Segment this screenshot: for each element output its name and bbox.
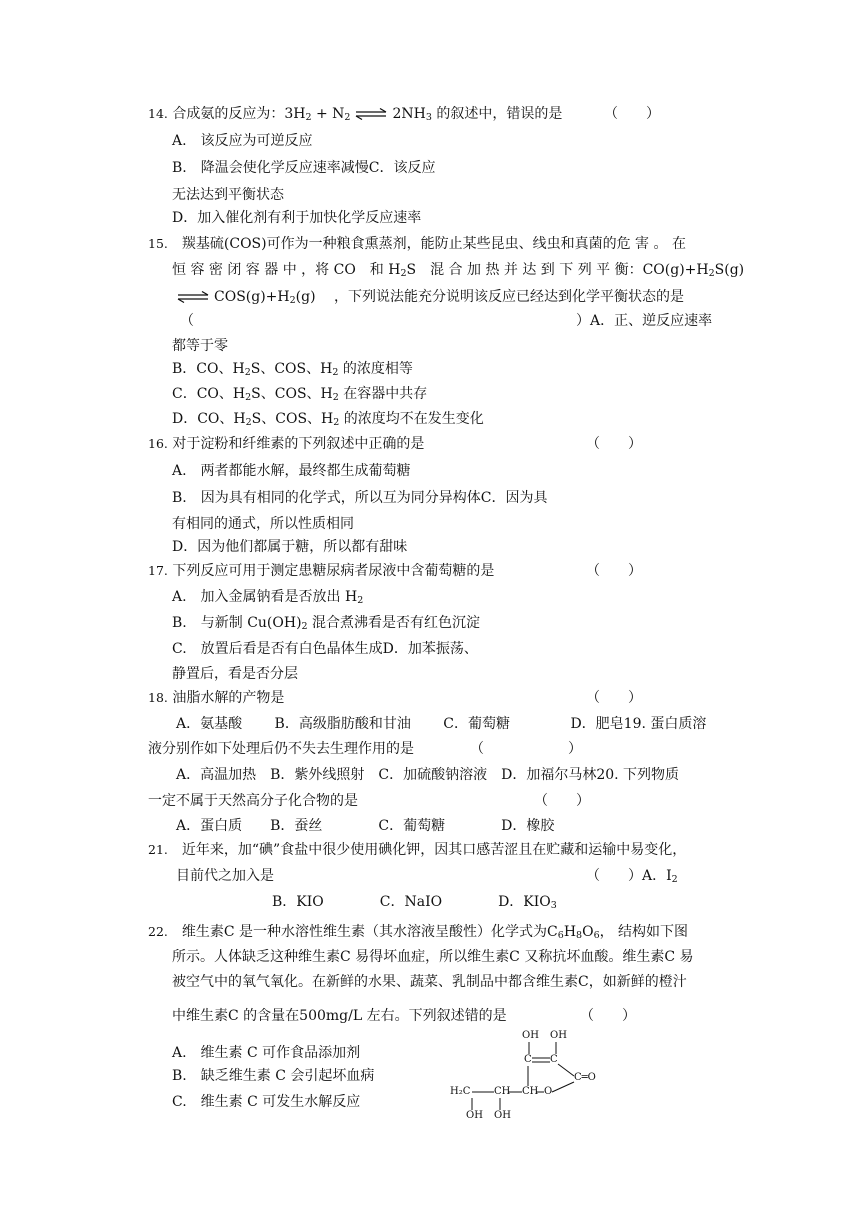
question-19-stem: 液分别作如下处理后仍不失去生理作用的是 bbox=[148, 741, 414, 757]
question-15-line3: $COS(g)+H_2(g)$ ，下列说法能充分说明该反应已经达到化学平衡状态的是 bbox=[172, 287, 684, 311]
question-14-stem: 14. 合成氨的反应为：$3H_2 + N_2$ $2NH_3$ 的叙述中，错误的是 bbox=[148, 106, 563, 123]
option-a: A. 两者都能水解，最终都生成葡萄糖 bbox=[172, 463, 411, 479]
vitamin-c-structure bbox=[446, 1030, 622, 1130]
option-b: B. 因为具有相同的化学式，所以互为同分异构体C．因为具 bbox=[172, 490, 548, 506]
h2c-label: H₂C bbox=[450, 1086, 471, 1097]
structure-bonds bbox=[446, 1030, 622, 1130]
ring-oxygen-label: O bbox=[544, 1086, 553, 1097]
ch-label: CH bbox=[494, 1086, 511, 1097]
option-c-cont: 静置后，看是否分层 bbox=[172, 666, 298, 682]
answer-paren: （ ） bbox=[586, 563, 642, 579]
question-19-options: A．高温加热 B．紫外线照射 C．加硫酸钠溶液 D．加福尔马林20. 下列物质 bbox=[176, 767, 680, 783]
answer-paren: （ ） bbox=[470, 741, 582, 757]
question-18-stem: 18. 油脂水解的产物是 bbox=[148, 690, 285, 706]
option-a: （ ）A．$I_2$ bbox=[586, 868, 678, 885]
option-a: ）A．正、逆反应速率 bbox=[576, 313, 713, 329]
question-15-line1: 15. 羰基硫(COS)可作为一种粮食熏蒸剂，能防止某些昆虫、线虫和真菌的危 害 。 在 bbox=[148, 236, 686, 252]
answer-paren: （ ） bbox=[586, 690, 642, 706]
option-a: A. 加入金属钠看是否放出 $H_2$ bbox=[172, 589, 364, 606]
question-20-stem: 一定不属于天然高分子化合物的是 bbox=[148, 793, 358, 809]
question-22-line4: 中维生素C 的含量在500mg/L 左右。下列叙述错的是 bbox=[172, 1008, 507, 1024]
option-c: C. 维生素 C 可发生水解反应 bbox=[172, 1094, 361, 1110]
option-b-cont: 无法达到平衡状态 bbox=[172, 187, 284, 203]
option-d: D．CO、$H_2S$、COS、$H_2$ 的浓度均不在发生变化 bbox=[172, 411, 484, 428]
option-a: A. 该反应为可逆反应 bbox=[172, 133, 313, 149]
carbon-label: C bbox=[524, 1054, 532, 1065]
option-d: D．因为他们都属于糖，所以都有甜味 bbox=[172, 539, 408, 555]
answer-paren: （ bbox=[180, 313, 194, 329]
equilibrium-arrow-icon bbox=[354, 108, 388, 120]
option-b: B. 降温会使化学反应速率减慢C．该反应 bbox=[172, 160, 436, 176]
option-b: B. 缺乏维生素 C 会引起坏血病 bbox=[172, 1068, 375, 1084]
answer-paren: （ ） bbox=[604, 106, 660, 122]
question-22-line1: 22. 维生素C 是一种水溶性维生素（其水溶液呈酸性）化学式为$C_6H_8O_6$， 结构如下图 bbox=[148, 924, 689, 941]
option-b-cont: 有相同的通式，所以性质相同 bbox=[172, 516, 354, 532]
option-a: A. 维生素 C 可作食品添加剂 bbox=[172, 1045, 361, 1061]
oh-label: OH bbox=[494, 1110, 511, 1121]
option-b: B. 与新制 $Cu(OH)_2$ 混合煮沸看是否有红色沉淀 bbox=[172, 615, 481, 632]
question-21-line2: 目前代之加入是 bbox=[176, 868, 274, 884]
question-21-line1: 21. 近年来，加“碘”食盐中很少使用碘化钾，因其口感苦涩且在贮藏和运输中易变化， bbox=[148, 842, 687, 858]
option-b: B．CO、$H_2S$、COS、$H_2$ 的浓度相等 bbox=[172, 361, 413, 378]
question-20-options: A．蛋白质 B．蚕丝 C．葡萄糖 D．橡胶 bbox=[176, 818, 555, 834]
answer-paren: （ ） bbox=[580, 1008, 636, 1024]
answer-paren: （ ） bbox=[586, 436, 642, 452]
question-18-options: A．氨基酸 B．高级脂肪酸和甘油 C．葡萄糖 D．肥皂19. 蛋白质溶 bbox=[176, 716, 707, 732]
question-22-line3: 被空气中的氧气氧化。在新鲜的水果、蔬菜、乳制品中都含维生素C，如新鲜的橙汁 bbox=[172, 974, 687, 990]
oh-label: OH bbox=[550, 1030, 567, 1041]
question-22-line2: 所示。人体缺乏这种维生素C 易得坏血症，所以维生素C 又称抗坏血酸。维生素C 易 bbox=[172, 949, 694, 965]
question-15-line2: 恒 容 密 闭 容 器 中 ，将 CO 和 $H_2S$ 混 合 加 热 并 达 到 下 列 平 衡：$CO(g)+H_2S(g)$ bbox=[172, 262, 745, 279]
answer-paren: （ ） bbox=[534, 793, 590, 809]
question-21-options: B．KIO C．NaIO D．$KIO_3$ bbox=[272, 894, 557, 911]
carbon-label: C bbox=[550, 1054, 558, 1065]
carbonyl-label: C═O bbox=[574, 1072, 596, 1083]
option-c: C. 放置后看是否有白色晶体生成D．加苯振荡、 bbox=[172, 641, 478, 657]
question-16-stem: 16. 对于淀粉和纤维素的下列叙述中正确的是 bbox=[148, 436, 425, 452]
question-17-stem: 17. 下列反应可用于测定患糖尿病者尿液中含葡萄糖的是 bbox=[148, 563, 495, 579]
option-d: D．加入催化剂有利于加快化学反应速率 bbox=[172, 210, 422, 226]
ch-label: CH bbox=[522, 1086, 539, 1097]
equilibrium-arrow-icon bbox=[176, 291, 210, 303]
option-c: C．CO、$H_2S$、COS、$H_2$ 在容器中共存 bbox=[172, 386, 428, 403]
oh-label: OH bbox=[466, 1110, 483, 1121]
option-a-cont: 都等于零 bbox=[172, 338, 228, 354]
oh-label: OH bbox=[522, 1030, 539, 1041]
